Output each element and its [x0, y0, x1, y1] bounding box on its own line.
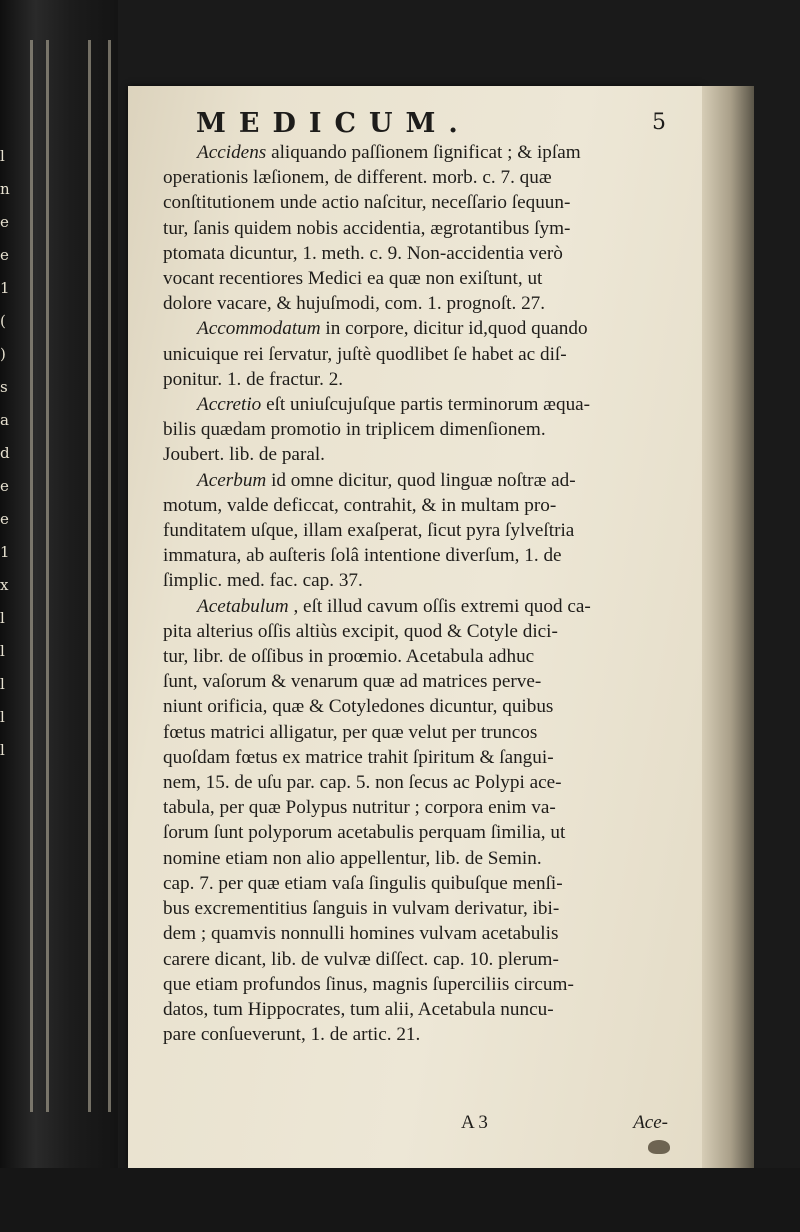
line-text: unicuique rei ſervatur, juſtè quodlibet ſe habet ac diſ-	[163, 343, 567, 365]
dictionary-entry	[163, 468, 678, 594]
line-text: conſtitutionem unde actio naſcitur, neceſſario ſequun-	[163, 192, 571, 214]
text-line	[163, 947, 678, 972]
line-text: immatura, ab auſteris ſolâ intentione diverſum, 1. de	[163, 545, 562, 567]
line-text: Joubert. lib. de paral.	[163, 444, 325, 466]
text-line	[163, 669, 678, 694]
line-text: nem, 15. de uſu par. cap. 5. non ſecus ac Polypi ace-	[163, 772, 562, 794]
line-text: tur, ſanis quidem nobis accidentia, ægrotantibus ſym-	[163, 217, 571, 239]
line-text: pare conſueverunt, 1. de artic. 21.	[163, 1024, 421, 1046]
line-text: nomine etiam non alio appellentur, lib. de Semin.	[163, 847, 542, 869]
entry-headword: Acerbum	[197, 469, 267, 491]
line-text: ſorum ſunt polyporum acetabulis perquam ſimilia, ut	[163, 822, 566, 844]
text-line	[163, 342, 678, 367]
margin-letter: l	[0, 675, 5, 693]
entry-headword: Accommodatum	[197, 318, 321, 340]
margin-letter: l	[0, 708, 5, 726]
text-line	[163, 190, 678, 215]
line-text: datos, tum Hippocrates, tum alii, Acetabula nuncu-	[163, 998, 554, 1020]
dictionary-entry	[163, 594, 678, 1048]
book-binding	[0, 0, 118, 1232]
line-text: pita alterius oſſis altiùs excipit, quod & Cotyle dici-	[163, 620, 558, 642]
text-line	[163, 921, 678, 946]
text-line	[163, 442, 678, 467]
line-text: que etiam profundos ſinus, magnis ſuperciliis circum-	[163, 973, 574, 995]
margin-letter: e	[0, 477, 9, 495]
page-number: 5	[652, 110, 666, 135]
text-line	[163, 745, 678, 770]
margin-letter: e	[0, 213, 9, 231]
margin-letter: n	[0, 180, 10, 198]
line-text: eſt uniuſcujuſque partis terminorum æqua-	[266, 394, 591, 416]
margin-letter: d	[0, 444, 10, 462]
text-line	[163, 896, 678, 921]
margin-letter: l	[0, 741, 5, 759]
line-text: dolore vacare, & hujuſmodi, com. 1. prognoſt. 27.	[163, 293, 546, 315]
line-text: vocant recentiores Medici ea quæ non exiſtunt, ut	[163, 268, 543, 290]
line-text: funditatem uſque, illam exaſperat, ſicut pyra ſylveſtria	[163, 520, 575, 542]
margin-letter: x	[0, 576, 9, 594]
text-line	[163, 997, 678, 1022]
binding-edge	[88, 40, 91, 1112]
line-text: , eſt illud cavum oſſis extremi quod ca-	[293, 595, 591, 617]
text-line	[163, 216, 678, 241]
catchword: Ace-	[633, 1112, 668, 1133]
running-head: MEDICUM.	[196, 108, 471, 139]
text-line	[163, 1022, 678, 1047]
text-line	[163, 795, 678, 820]
line-text: in corpore, dicitur id,quod quando	[325, 318, 588, 340]
line-text: quoſdam fœtus ex matrice trahit ſpiritum & ſangui-	[163, 746, 554, 768]
line-text: ſimplic. med. fac. cap. 37.	[163, 570, 363, 592]
page-fore-edge	[702, 86, 754, 1168]
line-text: motum, valde deficcat, contrahit, & in multam pro-	[163, 494, 557, 516]
binding-edge	[30, 40, 33, 1112]
text-line	[163, 266, 678, 291]
text-line	[163, 291, 678, 316]
entry-headword: Accidens	[197, 142, 267, 163]
page-header	[196, 108, 666, 142]
line-text: ptomata dicuntur, 1. meth. c. 9. Non-accidentia verò	[163, 242, 563, 264]
signature-mark: A 3	[461, 1112, 488, 1133]
text-line	[163, 417, 678, 442]
text-line	[163, 820, 678, 845]
dictionary-entry	[163, 316, 678, 392]
text-line	[163, 543, 678, 568]
line-text: bilis quædam promotio in triplicem dimenſionem.	[163, 419, 546, 441]
line-text: ponitur. 1. de fractur. 2.	[163, 368, 344, 390]
margin-letter: e	[0, 510, 9, 528]
dictionary-text	[163, 140, 678, 1047]
margin-letter: )	[0, 345, 6, 363]
line-text: niunt orificia, quæ & Cotyledones dicuntur, quibus	[163, 696, 554, 718]
text-line	[163, 972, 678, 997]
text-line	[163, 518, 678, 543]
line-text: id omne dicitur, quod linguæ noſtræ ad-	[271, 469, 576, 491]
margin-letter: a	[0, 411, 9, 429]
margin-letter: 1	[0, 279, 10, 297]
line-text: operationis læſionem, de different. morb. c. 7. quæ	[163, 167, 552, 189]
text-line	[163, 367, 678, 392]
line-text: cap. 7. per quæ etiam vaſa ſingulis quibuſque menſi-	[163, 872, 563, 894]
line-text: carere dicant, lib. de vulvæ diſſect. cap. 10. plerum-	[163, 948, 559, 970]
text-line	[163, 568, 678, 593]
ink-stain	[648, 1140, 670, 1154]
margin-letter: (	[0, 312, 6, 330]
text-line	[163, 493, 678, 518]
line-text: tabula, per quæ Polypus nutritur ; corpora enim va-	[163, 797, 556, 819]
line-text: dem ; quamvis nonnulli homines vulvam acetabulis	[163, 923, 559, 945]
text-line	[163, 871, 678, 896]
margin-letter: s	[0, 378, 8, 396]
entry-headword: Accretio	[197, 394, 262, 416]
text-line	[163, 694, 678, 719]
line-text: fœtus matrici alligatur, per quæ velut per truncos	[163, 721, 538, 743]
text-line	[163, 392, 678, 417]
text-line	[163, 140, 678, 165]
text-line	[163, 594, 678, 619]
text-line	[163, 644, 678, 669]
line-text: bus excrementitius ſanguis in vulvam derivatur, ibi-	[163, 898, 560, 920]
line-text: tur, libr. de oſſibus in proœmio. Acetabula adhuc	[163, 646, 535, 668]
background	[0, 1168, 800, 1232]
facing-page-margin	[0, 140, 16, 759]
margin-letter: e	[0, 246, 9, 264]
margin-letter: l	[0, 147, 5, 165]
line-text: ſunt, vaſorum & venarum quæ ad matrices perve-	[163, 671, 542, 693]
line-text: aliquando paſſionem ſignificat ; & ipſam	[271, 142, 581, 163]
margin-letter: 1	[0, 543, 10, 561]
text-line	[163, 316, 678, 341]
page-footer	[163, 1112, 678, 1138]
text-line	[163, 770, 678, 795]
dictionary-entry	[163, 392, 678, 468]
text-line	[163, 165, 678, 190]
text-line	[163, 619, 678, 644]
binding-edge	[108, 40, 111, 1112]
dictionary-entry	[163, 140, 678, 316]
text-line	[163, 468, 678, 493]
binding-edge	[46, 40, 49, 1112]
entry-headword: Acetabulum	[197, 595, 289, 617]
margin-letter: l	[0, 642, 5, 660]
text-line	[163, 846, 678, 871]
margin-letter: l	[0, 609, 5, 627]
text-line	[163, 720, 678, 745]
text-line	[163, 241, 678, 266]
